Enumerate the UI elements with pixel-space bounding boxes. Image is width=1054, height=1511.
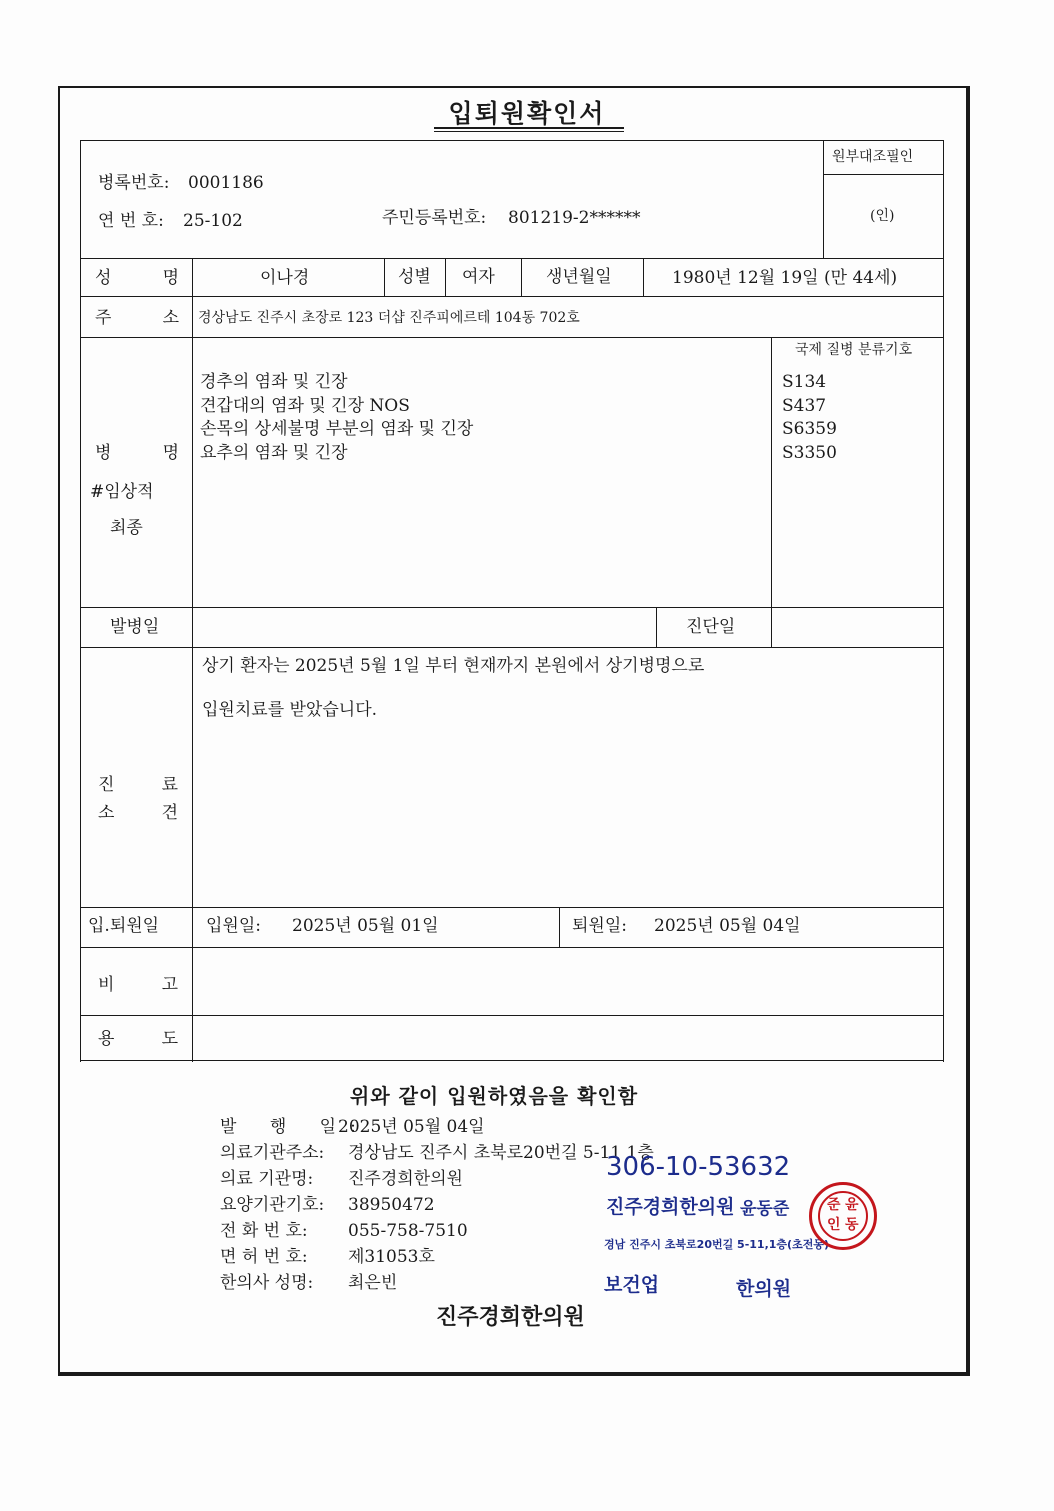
- stay-label: 입.퇴원일: [88, 916, 160, 936]
- row-line: [80, 296, 944, 297]
- table-right-line: [943, 140, 944, 1062]
- row-line: [80, 258, 944, 259]
- header-top-line: [80, 140, 944, 141]
- row-line: [80, 337, 944, 338]
- seal-box-mark: (인): [870, 208, 895, 224]
- title-underline-thin: [434, 131, 624, 132]
- discharge-label: 퇴원일:: [572, 916, 627, 936]
- serial-no-label: 연 번 호:: [98, 211, 164, 231]
- row-divider: [559, 907, 560, 947]
- stamp-address: 경남 진주시 초북로20번길 5-11,1층(초전동): [604, 1238, 829, 1251]
- seal-glyph: 윤: [845, 1197, 859, 1213]
- birth-label: 생년월일: [546, 267, 612, 287]
- diagnosis-item: 견갑대의 염좌 및 긴장 NOS: [200, 395, 410, 416]
- table-left-line: [80, 140, 81, 1062]
- admit-label: 입원일:: [206, 916, 261, 936]
- remarks-label: 비 고: [98, 975, 178, 995]
- confirmation-statement: 위와 같이 입원하였음을 확인함: [350, 1084, 639, 1108]
- care-code: 38950472: [348, 1195, 435, 1215]
- seal-box-header: 원부대조필인: [832, 149, 914, 165]
- issue-row: [220, 1117, 654, 1143]
- diagnosis-label-final: 최종: [110, 518, 143, 538]
- icd-code: S3350: [782, 442, 837, 463]
- address-row: [220, 1143, 654, 1169]
- issue-date: 2025년 05월 04일: [338, 1117, 485, 1137]
- document-title: 입퇴원확인서: [448, 99, 606, 128]
- row-line: [80, 947, 944, 948]
- icd-code: S6359: [782, 419, 837, 439]
- patient-sex: 여자: [462, 267, 495, 287]
- license-label: 면 허 번 호:: [220, 1247, 308, 1267]
- label-column-line: [192, 258, 193, 1062]
- seal-inner-ring: [818, 1191, 868, 1241]
- diagnosis-label: 병 명: [95, 443, 179, 463]
- row-line: [80, 647, 944, 648]
- diagnosis-list: [200, 371, 473, 465]
- clinic-name-footer: 진주경희한의원: [436, 1304, 585, 1330]
- care-code-label: 요양기관기호:: [220, 1195, 325, 1215]
- name-label: 성 명: [95, 268, 179, 288]
- license-no: 제31053호: [348, 1247, 435, 1267]
- row-divider: [521, 258, 522, 296]
- diagnosis-item: 손목의 상세불명 부분의 염좌 및 긴장: [200, 419, 474, 439]
- stamp-business-no: 306-10-53632: [606, 1152, 791, 1182]
- doctor-name: 최은빈: [348, 1273, 398, 1293]
- purpose-label: 용 도: [98, 1029, 178, 1049]
- seal-glyph: 동: [845, 1217, 859, 1233]
- patient-birth: 1980년 12월 19일 (만 44세): [672, 268, 898, 288]
- diagnosis-item: 요추의 염좌 및 긴장: [200, 442, 348, 463]
- row-divider: [643, 258, 644, 296]
- diagnosis-label-clinical: #임상적: [90, 482, 154, 502]
- row-divider: [384, 258, 385, 296]
- diag-date-label: 진단일: [686, 617, 736, 637]
- icd-code: S437: [782, 395, 827, 416]
- address-label: 주 소: [95, 308, 179, 328]
- phone-label: 전 화 번 호:: [220, 1221, 308, 1241]
- doctor-row: [220, 1273, 654, 1299]
- title-underline: [434, 127, 624, 129]
- institution-address-label: 의료기관주소:: [220, 1143, 325, 1163]
- row-divider: [445, 258, 446, 296]
- issue-label: 발 행 일:: [220, 1117, 370, 1137]
- stamp-owner: 윤동준: [740, 1199, 790, 1219]
- icd-header: 국제 질병 분류기호: [795, 342, 913, 358]
- phone-row: [220, 1221, 654, 1247]
- stamp-industry: 보건업: [604, 1274, 660, 1296]
- code-column-line: [771, 337, 772, 647]
- icd-code-list: [782, 371, 837, 465]
- icd-code: S134: [782, 372, 827, 392]
- record-no-label: 병록번호:: [98, 173, 170, 193]
- doctor-label: 한의사 성명:: [220, 1273, 314, 1293]
- admit-date: 2025년 05월 01일: [292, 916, 439, 936]
- row-line: [80, 907, 944, 908]
- discharge-date: 2025년 05월 04일: [654, 916, 801, 936]
- phone: 055-758-7510: [348, 1221, 468, 1241]
- diagnosis-item: 경추의 염좌 및 긴장: [200, 372, 348, 392]
- institution-name: 진주경희한의원: [348, 1169, 463, 1189]
- opinion-line-2: 입원치료를 받았습니다.: [202, 700, 378, 720]
- patient-name: 이나경: [260, 268, 310, 288]
- opinion-label-1: 진 료: [98, 775, 178, 795]
- serial-no-value: 25-102: [183, 211, 243, 231]
- stamp-type: 한의원: [736, 1278, 792, 1300]
- row-line: [80, 607, 944, 608]
- seal-box-divider: [823, 174, 944, 175]
- stamp-clinic: 진주경희한의원: [606, 1196, 735, 1218]
- license-row: [220, 1247, 654, 1273]
- row-divider: [656, 607, 657, 647]
- patient-address: 경상남도 진주시 초장로 123 더샵 진주피에르테 104동 702호: [198, 310, 580, 326]
- record-no-value: 0001186: [188, 173, 264, 193]
- institution-label: 의료 기관명:: [220, 1169, 314, 1189]
- seal-box-left-line: [823, 140, 824, 258]
- institution-row: [220, 1169, 654, 1195]
- issuer-details: [220, 1117, 654, 1299]
- red-seal-icon: [809, 1182, 877, 1250]
- row-line: [80, 1015, 944, 1016]
- onset-label: 발병일: [110, 617, 160, 637]
- seal-glyph: 인: [827, 1217, 841, 1233]
- seal-glyph: 준: [827, 1197, 841, 1213]
- sex-label: 성별: [398, 267, 431, 287]
- row-line: [80, 1060, 944, 1061]
- care-code-row: [220, 1195, 654, 1221]
- opinion-label-2: 소 견: [98, 803, 178, 823]
- resident-no-value: 801219-2******: [508, 208, 641, 228]
- opinion-line-1: 상기 환자는 2025년 5월 1일 부터 현재까지 본원에서 상기병명으로: [202, 656, 705, 676]
- resident-no-label: 주민등록번호:: [382, 208, 487, 228]
- institution-address: 경상남도 진주시 초북로20번길 5-11 1층: [348, 1143, 654, 1163]
